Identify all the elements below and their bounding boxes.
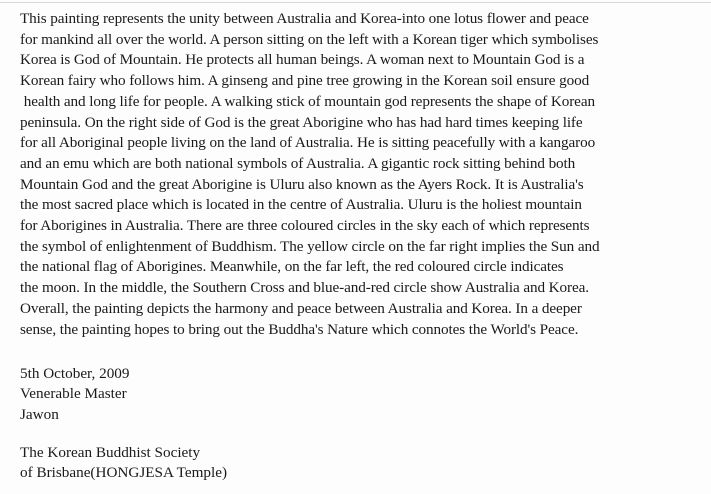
- text-line: Korean fairy who follows him. A ginseng and pine tree growing in the Korean soil ensure good: [20, 72, 590, 90]
- scan-edge-line: [0, 2, 711, 3]
- text-line: health and long life for people. A walking stick of mountain god represents the shape of Korean: [20, 92, 595, 110]
- society-block: [20, 443, 227, 484]
- signature-block: [20, 364, 129, 425]
- text-line: Overall, the painting depicts the harmony and peace between Australia and Korea. In a deeper: [20, 299, 582, 317]
- society-name: The Korean Buddhist Society: [20, 444, 201, 461]
- signature-name: Jawon: [20, 405, 59, 423]
- painting-description: [20, 9, 710, 340]
- text-line: peninsula. On the right side of God is the great Aborigine who has had hard times keeping life: [20, 113, 583, 131]
- text-line: Mountain God and the great Aborigine is Uluru also known as the Ayers Rock. It is Australia's: [20, 175, 584, 193]
- society-location: of Brisbane(HONGJESA Temple): [20, 464, 228, 482]
- text-line: for Aborigines in Australia. There are three coloured circles in the sky each of which represents: [20, 217, 590, 235]
- text-line: the symbol of enlightenment of Buddhism. The yellow circle on the far right implies the Sun and: [20, 237, 600, 255]
- text-line: the national flag of Aborigines. Meanwhile, on the far left, the red coloured circle indicates: [20, 258, 564, 276]
- text-line: the moon. In the middle, the Southern Cross and blue-and-red circle show Australia and Korea.: [20, 279, 589, 297]
- text-line: and an emu which are both national symbols of Australia. A gigantic rock sitting behind both: [20, 154, 576, 172]
- text-line: This painting represents the unity between Australia and Korea-into one lotus flower and peace: [20, 10, 589, 27]
- signature-title: Venerable Master: [20, 385, 127, 403]
- text-line: for all Aboriginal people living on the land of Australia. He is sitting peacefully with a kangaroo: [20, 134, 596, 152]
- text-line: for mankind all over the world. A person sitting on the left with a Korean tiger which symbolises: [20, 30, 599, 48]
- text-line: Korea is God of Mountain. He protects all human beings. A woman next to Mountain God is a: [20, 51, 585, 69]
- signature-date: 5th October, 2009: [20, 365, 130, 382]
- text-line: sense, the painting hopes to bring out the Buddha's Nature which connotes the World's Peace.: [20, 320, 579, 338]
- text-line: the most sacred place which is located in the centre of Australia. Uluru is the holiest mountain: [20, 196, 582, 214]
